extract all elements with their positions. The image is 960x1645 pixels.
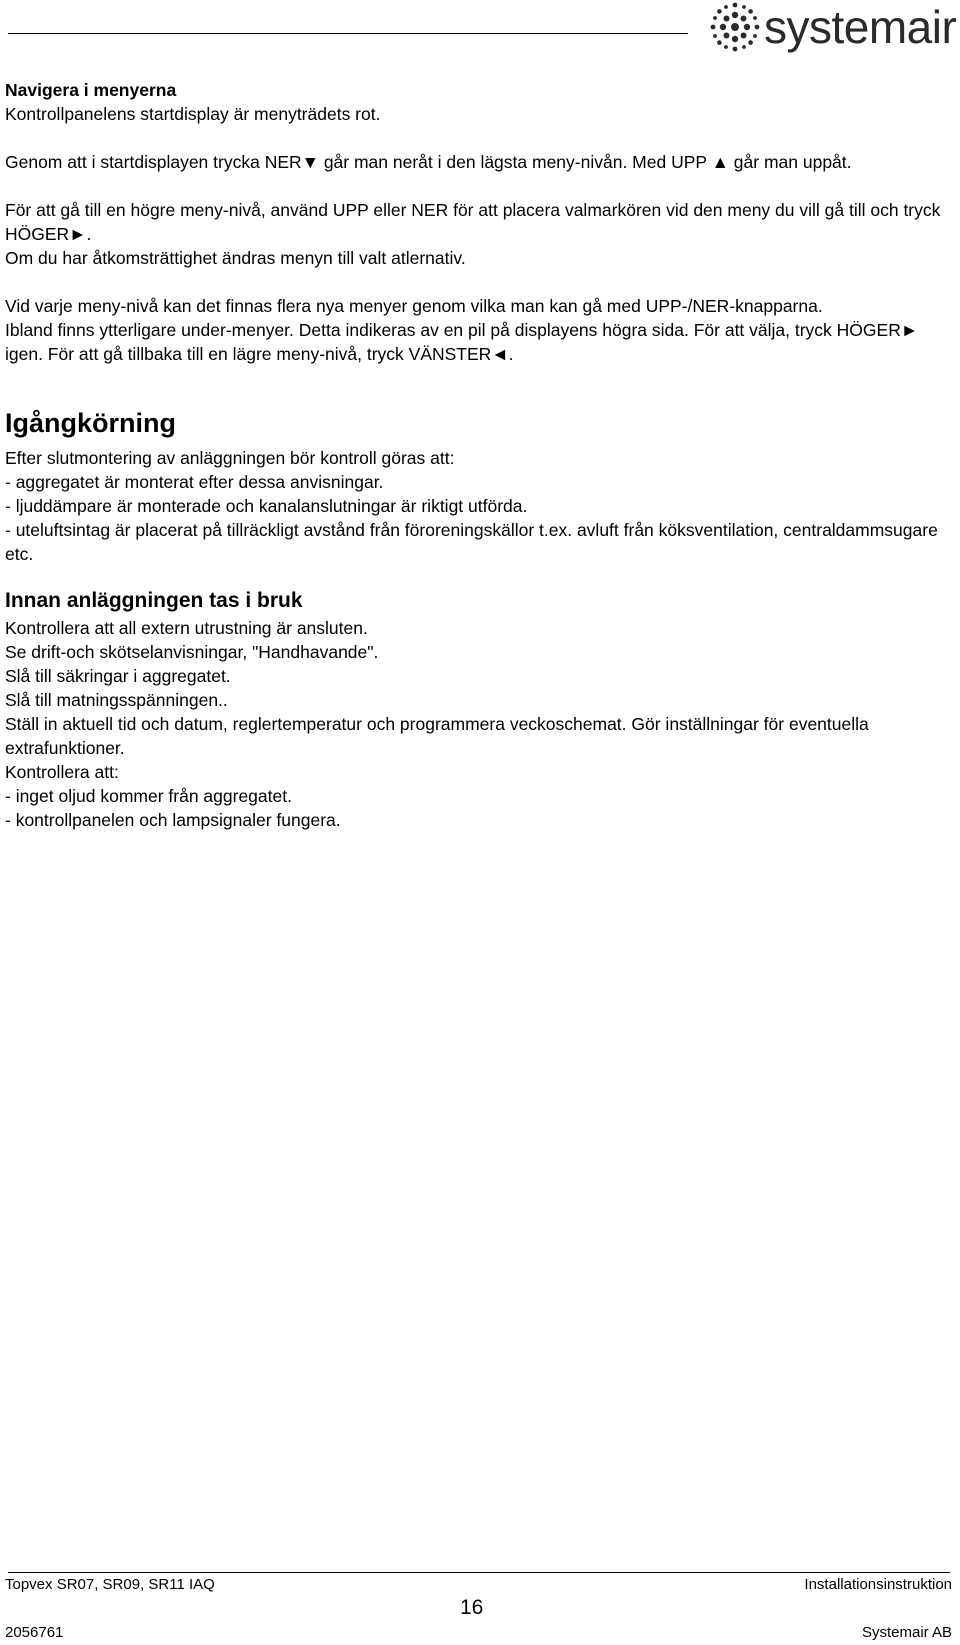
header-rule [8,33,688,34]
before-use-section-title: Innan anläggningen tas i bruk [5,589,303,612]
nav-paragraph: Kontrollpanelens startdisplay är menyträdets rot. [5,104,381,124]
footer-doc-type: Installationsinstruktion [804,1576,952,1593]
startup-line: - ljuddämpare är monterade och kanalanslutningar är riktigt utförda. [5,496,528,516]
before-use-line: Kontrollera att: [5,762,119,782]
footer-company: Systemair AB [861,1624,952,1641]
footer-rule [8,1572,950,1573]
startup-line: - aggregatet är monterat efter dessa anvisningar. [5,472,384,492]
nav-paragraph: För att gå till en högre meny-nivå, använd UPP eller NER för att placera valmarkören vid den meny du vill gå till och tryck HÖGER►. [5,200,941,244]
nav-paragraph: Ibland finns ytterligare under-menyer. Detta indikeras av en pil på displayens högra sida. För att välja, tryck HÖGER► igen. För att gå tillbaka till en lägre meny-nivå, tryck VÄNSTER◄. [5,320,919,364]
before-use-line: Kontrollera att all extern utrustning är ansluten. [5,618,368,638]
startup-line: Efter slutmontering av anläggningen bör kontroll göras att: [5,448,455,468]
before-use-line: Se drift-och skötselanvisningar, "Handhavande". [5,642,379,662]
page-content [5,78,950,832]
before-use-line: Ställ in aktuell tid och datum, reglertemperatur och programmera veckoschemat. Gör inställningar för eventuella extrafunktioner. [5,714,869,758]
footer-product: Topvex SR07, SR09, SR11 IAQ [5,1576,215,1593]
nav-paragraph: Om du har åtkomsträttighet ändras menyn till valt atlernativ. [5,248,466,268]
before-use-line: - kontrollpanelen och lampsignaler fungera. [5,810,341,830]
before-use-line: Slå till säkringar i aggregatet. [5,666,231,686]
before-use-line: Slå till matningsspänningen.. [5,690,228,710]
logo-wordmark: systemair [764,1,957,53]
systemair-logo [708,0,958,56]
startup-section-title: Igångkörning [5,408,176,438]
startup-line: - uteluftsintag är placerat på tillräckligt avstånd från föroreningskällor t.ex. avluft från köksventilation, centraldammsugare etc. [5,520,938,564]
before-use-line: - inget oljud kommer från aggregatet. [5,786,292,806]
page-number: 16 [460,1596,484,1619]
logo-mark-icon [708,0,762,54]
footer-doc-number: 2056761 [5,1624,64,1641]
nav-paragraph: Vid varje meny-nivå kan det finnas flera nya menyer genom vilka man kan gå med UPP-/NER-knapparna. [5,296,823,316]
nav-section-title: Navigera i menyerna [5,80,177,100]
nav-paragraph: Genom att i startdisplayen trycka NER▼ går man neråt i den lägsta meny-nivån. Med UPP ▲ går man uppåt. [5,152,852,172]
